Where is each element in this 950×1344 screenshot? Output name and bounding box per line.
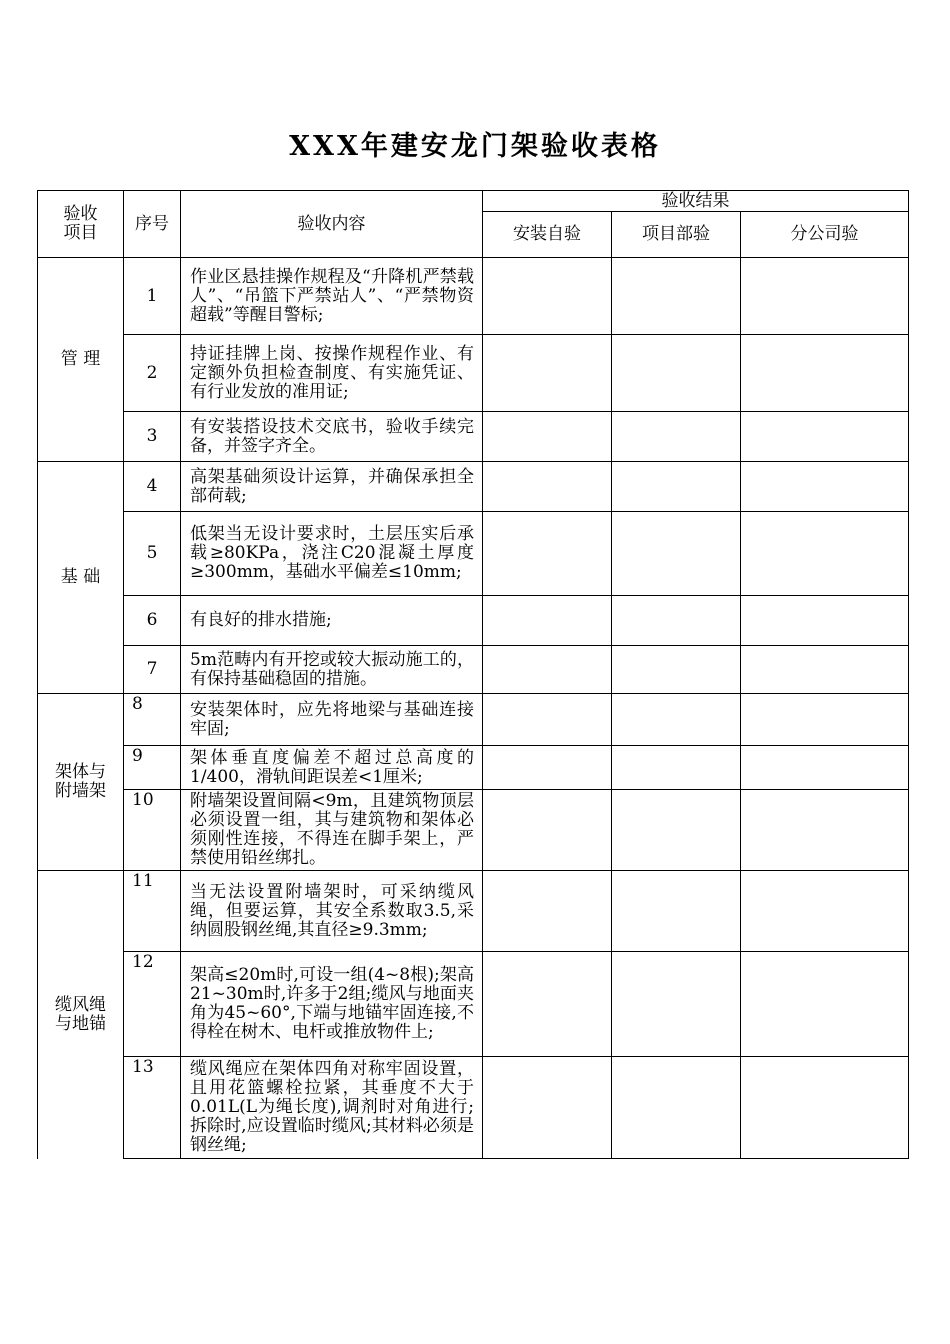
- header-item: [38, 191, 124, 258]
- project-dept-cell[interactable]: [612, 412, 741, 462]
- category-foundation: 基 础: [38, 462, 124, 694]
- header-seq: 序号: [124, 191, 181, 258]
- project-dept-cell[interactable]: [612, 871, 741, 952]
- row-content: 安装架体时，应先将地梁与基础连接牢固;: [181, 694, 483, 746]
- self-check-cell[interactable]: [483, 1057, 612, 1159]
- row-number: 1: [124, 258, 181, 335]
- table-row: [38, 335, 909, 412]
- project-dept-cell[interactable]: [612, 335, 741, 412]
- self-check-cell[interactable]: [483, 596, 612, 646]
- branch-cell[interactable]: [741, 335, 909, 412]
- table-row: [38, 952, 909, 1057]
- self-check-cell[interactable]: [483, 871, 612, 952]
- category-frame-line2: 附墙架: [55, 781, 106, 801]
- row-number: 8: [124, 694, 181, 746]
- row-content: 架体垂直度偏差不超过总高度的1/400，滑轨间距误差<1厘米;: [181, 746, 483, 790]
- project-dept-cell[interactable]: [612, 646, 741, 694]
- self-check-cell[interactable]: [483, 952, 612, 1057]
- branch-cell[interactable]: [741, 596, 909, 646]
- row-number: 13: [124, 1057, 181, 1159]
- category-frame: [38, 694, 124, 871]
- self-check-cell[interactable]: [483, 462, 612, 512]
- branch-cell[interactable]: [741, 258, 909, 335]
- project-dept-cell[interactable]: [612, 952, 741, 1057]
- branch-cell[interactable]: [741, 952, 909, 1057]
- self-check-cell[interactable]: [483, 646, 612, 694]
- self-check-cell[interactable]: [483, 790, 612, 871]
- table-row: [38, 871, 909, 952]
- acceptance-table: [37, 190, 909, 1159]
- self-check-cell[interactable]: [483, 335, 612, 412]
- project-dept-cell[interactable]: [612, 694, 741, 746]
- table-row: [38, 596, 909, 646]
- table-row: [38, 746, 909, 790]
- project-dept-cell[interactable]: [612, 746, 741, 790]
- row-number: 5: [124, 512, 181, 596]
- branch-cell[interactable]: [741, 871, 909, 952]
- table-row: [38, 790, 909, 871]
- header-self-check: 安装自验: [483, 212, 612, 258]
- self-check-cell[interactable]: [483, 258, 612, 335]
- category-guy-line1: 缆风绳: [55, 994, 106, 1015]
- header-branch: 分公司验: [741, 212, 909, 258]
- row-content: 缆风绳应在架体四角对称牢固设置，且用花篮螺栓拉紧，其垂度不大于0.01L(L为绳长度),调剂时对角进行;拆除时,应设置临时缆风;其材料必须是钢丝绳;: [181, 1057, 483, 1159]
- project-dept-cell[interactable]: [612, 512, 741, 596]
- table-row: [38, 694, 909, 746]
- row-content: 当无法设置附墙架时，可采纳缆风绳，但要运算，其安全系数取3.5,采纳圆股钢丝绳,其直径≥9.3mm;: [181, 871, 483, 952]
- header-content: 验收内容: [181, 191, 483, 258]
- table-row: [38, 512, 909, 596]
- header-item-line2: 项目: [63, 223, 98, 243]
- row-content: 持证挂牌上岗、按操作规程作业、有定额外负担检查制度、有实施凭证、有行业发放的准用证;: [181, 335, 483, 412]
- project-dept-cell[interactable]: [612, 462, 741, 512]
- branch-cell[interactable]: [741, 746, 909, 790]
- self-check-cell[interactable]: [483, 512, 612, 596]
- table-row: [38, 462, 909, 512]
- row-content: 附墙架设置间隔<9m，且建筑物顶层必须设置一组，其与建筑物和架体必须刚性连接，不得连在脚手架上，严禁使用铅丝绑扎。: [181, 790, 483, 871]
- branch-cell[interactable]: [741, 1057, 909, 1159]
- header-project-dept: 项目部验: [612, 212, 741, 258]
- row-content: 有安装搭设技术交底书，验收手续完备，并签字齐全。: [181, 412, 483, 462]
- project-dept-cell[interactable]: [612, 1057, 741, 1159]
- row-content: 低架当无设计要求时，土层压实后承载≥80KPa，浇注C20混凝土厚度≥300mm，基础水平偏差≤10mm;: [181, 512, 483, 596]
- row-number: 3: [124, 412, 181, 462]
- table-row: [38, 258, 909, 335]
- category-frame-line1: 架体与: [55, 762, 106, 782]
- table-row: [38, 646, 909, 694]
- row-number: 4: [124, 462, 181, 512]
- row-content: 高架基础须设计运算，并确保承担全部荷载;: [181, 462, 483, 512]
- project-dept-cell[interactable]: [612, 790, 741, 871]
- category-guy-line2: 与地锚: [55, 1013, 106, 1034]
- row-number: 6: [124, 596, 181, 646]
- branch-cell[interactable]: [741, 412, 909, 462]
- row-number: 7: [124, 646, 181, 694]
- category-guy-rope: [38, 871, 124, 1159]
- row-number: 12: [124, 952, 181, 1057]
- branch-cell[interactable]: [741, 646, 909, 694]
- document-title: XXX年建安龙门架验收表格: [289, 131, 661, 162]
- row-content: 架高≤20m时,可设一组(4~8根);架高21~30m时,许多于2组;缆风与地面夹角为45~60°,下端与地锚牢固连接,不得栓在树木、电杆或推放物件上;: [181, 952, 483, 1057]
- branch-cell[interactable]: [741, 694, 909, 746]
- project-dept-cell[interactable]: [612, 596, 741, 646]
- branch-cell[interactable]: [741, 790, 909, 871]
- self-check-cell[interactable]: [483, 746, 612, 790]
- project-dept-cell[interactable]: [612, 258, 741, 335]
- self-check-cell[interactable]: [483, 412, 612, 462]
- row-number: 11: [124, 871, 181, 952]
- branch-cell[interactable]: [741, 512, 909, 596]
- self-check-cell[interactable]: [483, 694, 612, 746]
- row-number: 2: [124, 335, 181, 412]
- header-item-line1: 验收: [63, 204, 98, 224]
- row-number: 9: [124, 746, 181, 790]
- table-row: [38, 412, 909, 462]
- header-result: 验收结果: [483, 191, 909, 212]
- row-number: 10: [124, 790, 181, 871]
- row-content: 作业区悬挂操作规程及“升降机严禁载人”、“吊篮下严禁站人”、“严禁物资超载”等醒目警标;: [181, 258, 483, 335]
- category-management: 管 理: [38, 258, 124, 462]
- branch-cell[interactable]: [741, 462, 909, 512]
- row-content: 5m范畴内有开挖或较大振动施工的，有保持基础稳固的措施。: [181, 646, 483, 694]
- table-row: [38, 1057, 909, 1159]
- row-content: 有良好的排水措施;: [181, 596, 483, 646]
